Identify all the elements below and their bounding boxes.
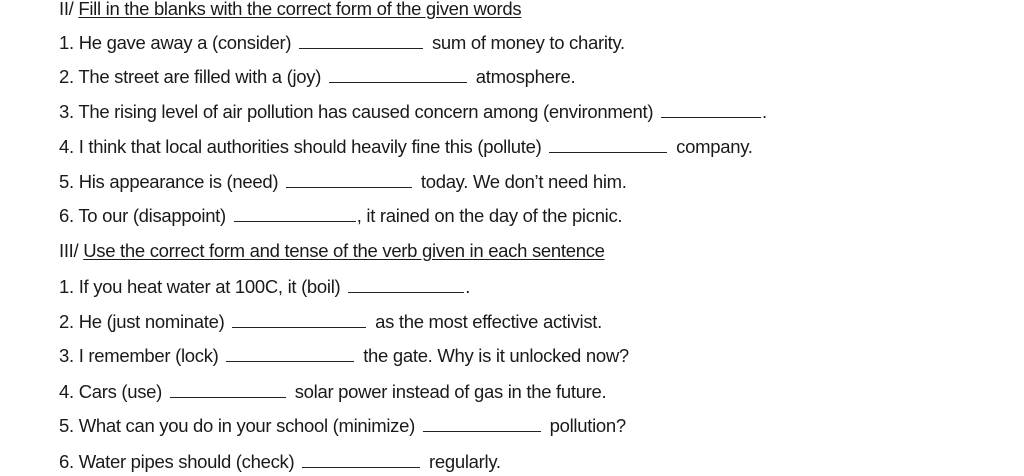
exercise-item bbox=[59, 345, 629, 367]
item-text-before: I remember (lock) bbox=[78, 345, 219, 366]
exercise-item bbox=[59, 311, 602, 333]
item-text-before: If you heat water at 100C, it (boil) bbox=[78, 276, 341, 297]
item-number: 5. bbox=[59, 415, 74, 436]
exercise-item bbox=[59, 66, 575, 88]
item-text-after: company. bbox=[676, 136, 753, 157]
item-text-after: as the most effective activist. bbox=[375, 311, 602, 332]
exercise-item bbox=[59, 171, 627, 193]
item-number: 2. bbox=[59, 66, 74, 87]
answer-blank[interactable] bbox=[549, 151, 667, 153]
item-text-before: I think that local authorities should heavily fine this (pollute) bbox=[78, 136, 542, 157]
item-text-after: sum of money to charity. bbox=[431, 32, 625, 53]
item-text-before: The street are filled with a (joy) bbox=[78, 66, 322, 87]
item-number: 6. bbox=[59, 205, 74, 226]
section-3-heading bbox=[59, 240, 605, 262]
exercise-item bbox=[59, 451, 501, 473]
answer-blank[interactable] bbox=[299, 47, 423, 49]
item-text-after: regularly. bbox=[429, 451, 501, 472]
answer-blank[interactable] bbox=[348, 291, 464, 293]
item-text-before: What can you do in your school (minimize) bbox=[78, 415, 415, 436]
section-3-title: Use the correct form and tense of the verb given in each sentence bbox=[83, 240, 605, 261]
item-text-before: He (just nominate) bbox=[78, 311, 225, 332]
item-number: 5. bbox=[59, 171, 74, 192]
item-text-after: . bbox=[762, 101, 767, 122]
item-text-before: The rising level of air pollution has caused concern among (environment) bbox=[78, 101, 654, 122]
item-text-after: pollution? bbox=[549, 415, 626, 436]
answer-blank[interactable] bbox=[423, 430, 541, 432]
item-text-after: today. We don’t need him. bbox=[420, 171, 627, 192]
item-text-before: He gave away a (consider) bbox=[78, 32, 292, 53]
exercise-item bbox=[59, 381, 606, 403]
item-text-before: Cars (use) bbox=[78, 381, 163, 402]
answer-blank[interactable] bbox=[286, 186, 412, 188]
answer-blank[interactable] bbox=[232, 326, 366, 328]
item-number: 1. bbox=[59, 32, 74, 53]
answer-blank[interactable] bbox=[302, 466, 420, 468]
exercise-item bbox=[59, 415, 626, 437]
answer-blank[interactable] bbox=[226, 360, 354, 362]
exercise-item bbox=[59, 32, 625, 54]
section-2-title: Fill in the blanks with the correct form of the given words bbox=[78, 0, 522, 19]
exercise-item bbox=[59, 276, 470, 298]
item-text-after: , it rained on the day of the picnic. bbox=[356, 205, 623, 226]
section-3-number: III/ bbox=[59, 240, 79, 261]
item-number: 6. bbox=[59, 451, 74, 472]
item-number: 3. bbox=[59, 101, 74, 122]
section-2-number: II/ bbox=[59, 0, 74, 19]
section-2-heading bbox=[59, 0, 521, 20]
item-text-after: the gate. Why is it unlocked now? bbox=[363, 345, 629, 366]
item-text-before: Water pipes should (check) bbox=[78, 451, 295, 472]
answer-blank[interactable] bbox=[661, 116, 761, 118]
item-number: 4. bbox=[59, 381, 74, 402]
item-number: 4. bbox=[59, 136, 74, 157]
answer-blank[interactable] bbox=[170, 396, 286, 398]
exercise-item bbox=[59, 205, 622, 227]
item-number: 3. bbox=[59, 345, 74, 366]
answer-blank[interactable] bbox=[329, 81, 467, 83]
item-text-after: atmosphere. bbox=[475, 66, 576, 87]
item-number: 1. bbox=[59, 276, 74, 297]
exercise-item bbox=[59, 101, 767, 123]
item-number: 2. bbox=[59, 311, 74, 332]
item-text-before: To our (disappoint) bbox=[78, 205, 226, 226]
answer-blank[interactable] bbox=[234, 220, 356, 222]
item-text-after: solar power instead of gas in the future. bbox=[294, 381, 607, 402]
item-text-after: . bbox=[465, 276, 471, 297]
exercise-item bbox=[59, 136, 753, 158]
item-text-before: His appearance is (need) bbox=[78, 171, 279, 192]
